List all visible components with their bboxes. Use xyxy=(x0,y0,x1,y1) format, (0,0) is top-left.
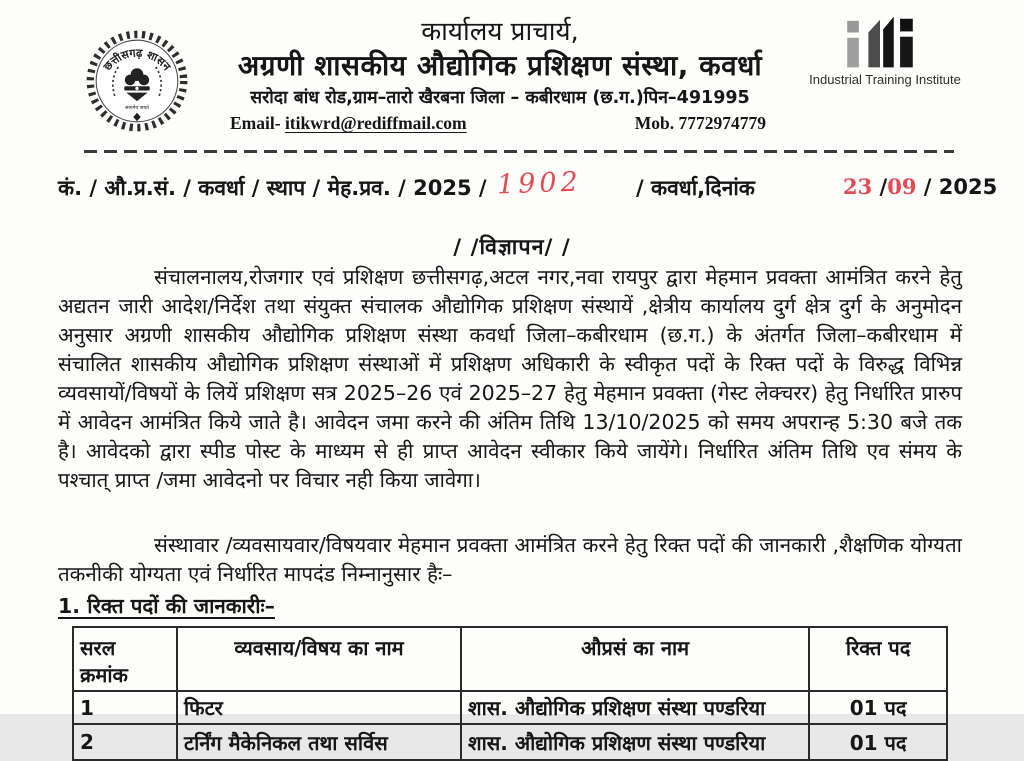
vacancy-table xyxy=(72,626,948,761)
email-address: itikwrd@rediffmail.com xyxy=(284,113,467,133)
table-header-row xyxy=(73,627,947,691)
col-vacant-posts: रिक्त पद xyxy=(809,627,947,691)
institute-address: सरोदा बांध रोड,ग्राम–तारो खैरबना जिला – कबीरधाम (छ.ग.)पिन–491995 xyxy=(250,88,750,108)
cell-posts: 01 पद xyxy=(809,691,947,724)
date-year: / 2025 xyxy=(916,175,998,199)
table-row-partially-visible xyxy=(73,724,947,760)
emblem-motto-text: सत्यमेव जयते xyxy=(125,105,149,112)
contact-row xyxy=(228,113,772,134)
iti-logo-icon xyxy=(843,14,917,70)
notice-heading: / /विज्ञापन/ / xyxy=(453,235,571,260)
institute-name: अग्रणी शासकीय औद्योगिक प्रशिक्षण संस्था, कवर्धा xyxy=(237,49,763,82)
letterhead xyxy=(228,16,772,134)
dashed-separator xyxy=(84,150,954,153)
email-line xyxy=(230,113,467,134)
col-institute-name: औप्रसं का नाम xyxy=(461,627,809,691)
mobile-number: Mob. 7772974779 xyxy=(634,113,766,133)
cell-serial: 1 xyxy=(73,691,177,724)
cell-trade: फिटर xyxy=(177,691,461,724)
cell-institute: शास. औद्योगिक प्रशिक्षण संस्था पण्डरिया xyxy=(461,724,809,760)
notice-paragraph-2: संस्थावार /व्यवसायवार/विषयवार मेहमान प्रवक्ता आमंत्रित करने हेतु रिक्त पदों की जानकारी ,शैक्षणिक योग्यता तकनीकी योग्यता एवं निर्धारित मापदंड निम्नानुसार हैः– xyxy=(58,533,962,586)
table-row xyxy=(73,691,947,724)
col-serial-number: सरल क्रमांक xyxy=(73,627,177,691)
date-slash: / xyxy=(879,175,888,199)
place-date-label: / कवर्धा,दिनांक xyxy=(636,176,755,200)
chhattisgarh-emblem-icon xyxy=(84,28,190,134)
notice-paragraph-1: संचालनालय,रोजगार एवं प्रशिक्षण छत्तीसगढ़,अटल नगर,नवा रायपुर द्वारा मेहमान प्रवक्ता आमंत्रित करने हेतु अद्यतन जारी आदेश/निर्देश तथा संयुक्त संचालक औद्योगिक प्रशिक्षण संस्थायें ,क्षेत्रीय कार्यालय दुर्ग क्षेत्र दुर्ग के अनुमोदन अनुसार अग्रणी शासकीय औद्योगिक प्रशिक्षण संस्था कवर्धा जिला–कबीरधाम (छ.ग.) के अंतर्गत जिला–कबीरधाम में संचालित शासकीय औद्योगिक प्रशिक्षण संस्थाओं में प्रशिक्षण अधिकारी के स्वीकृत पदों के रिक्त पदों के विरुद्ध विभिन्न व्यवसायों/विषयों के लियें प्रशिक्षण सत्र 2025–26 एवं 2025–27 हेतु मेहमान प्रवक्ता (गेस्ट लेक्चरर) हेतु निर्धारित प्रारुप में आवेदन आमंत्रित किये जाते है। आवेदन जमा करने की अंतिम तिथि 13/10/2025 को समय अपरान्ह 5:30 बजे तक है। आवेदको द्वारा स्पीड पोस्ट के माध्यम से ही प्राप्त आवेदन स्वीकार किये जायेंगे। निर्धारित अंतिम तिथि एव संमय के पश्चात् प्राप्त /जमा आवेदनो पर विचार नही किया जावेगा। xyxy=(58,265,962,492)
emblem-arc-text: छत्तीसगढ़ शासन xyxy=(100,46,174,74)
email-label: Email- xyxy=(230,113,285,133)
date-month: 09 xyxy=(887,174,917,199)
handwritten-date xyxy=(843,174,997,199)
col-trade-name: व्यवसाय/विषय का नाम xyxy=(177,627,461,691)
reference-number-prefix: कं. / औ.प्र.सं. / कवर्धा / स्थाप / मेह.प्रव. / 2025 / xyxy=(58,176,487,200)
date-day: 23 xyxy=(843,174,873,199)
office-title: कार्यालय प्राचार्य, xyxy=(421,17,579,47)
handwritten-dispatch-number: 1902 xyxy=(496,166,583,201)
cell-institute: शास. औद्योगिक प्रशिक्षण संस्था पण्डरिया xyxy=(461,691,809,724)
section-1-heading: 1. रिक्त पदों की जानकारीः– xyxy=(58,594,275,618)
cell-serial: 2 xyxy=(73,724,177,760)
cell-trade: टर्निंग मैकेनिकल तथा सर्विस xyxy=(177,724,461,760)
reference-line xyxy=(0,166,1024,210)
cell-posts: 01 पद xyxy=(809,724,947,760)
iti-logo-caption: Industrial Training Institute xyxy=(809,72,961,87)
